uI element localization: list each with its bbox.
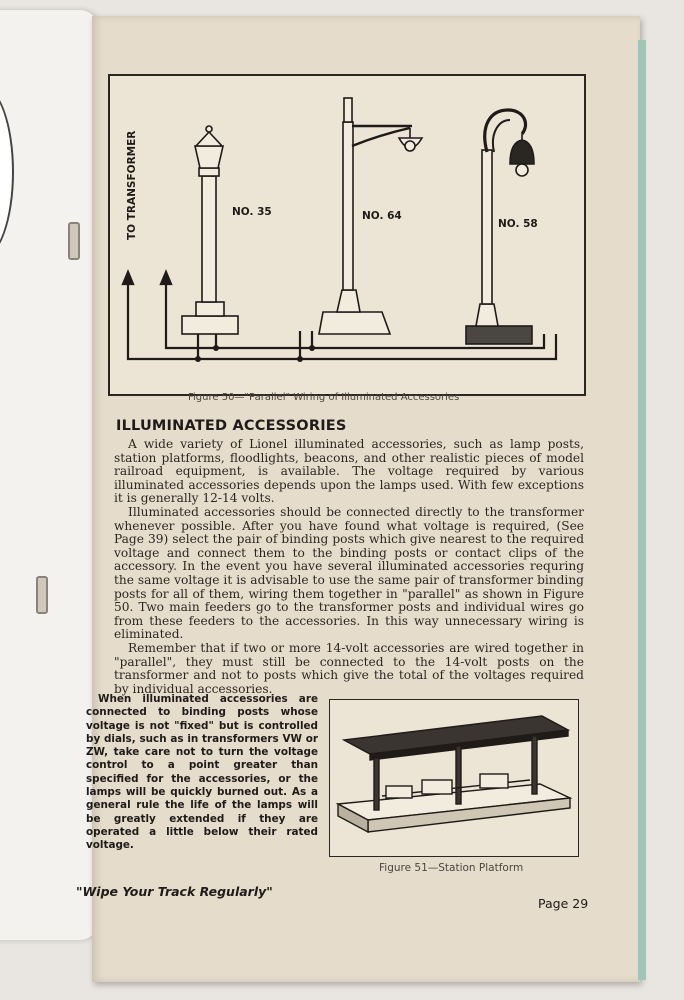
staple-bottom xyxy=(36,576,48,614)
previous-page-illustration xyxy=(0,85,14,259)
figure-50-wiring-diagram xyxy=(108,74,586,396)
footer-slogan: "Wipe Your Track Regularly" xyxy=(76,884,273,899)
body-paragraph: Illuminated accessories should be connected directly to the transformer whenever possible. After you have found what voltage is required, (See Page 39) select the pair of binding posts which give nearest to the required voltage and connect them to the binding posts or contact clips of the accessory. In the event you have several illuminated accessories requring the same voltage it is advisable to use the same pair of transformer binding posts for all of them, wiring them together in "parallel" as shown in Figure 50. Two main feeders go to the transformer posts and individual wires go from these feeders to the accessories. In this way unnecessary wiring is eliminated. xyxy=(114,504,584,642)
lamp-no35-drawing xyxy=(182,126,238,334)
to-transformer-label: TO TRANSFORMER xyxy=(126,130,138,240)
previous-page-edge xyxy=(0,10,98,940)
wiring-illustration xyxy=(110,76,584,394)
page-number: Page 29 xyxy=(538,896,589,911)
voltage-warning-note: When illuminated accessories are connected to binding posts whose voltage is not "fixed" but is controlled by dials, such as in transformers VW or ZW, take care not to turn the voltage control to a point greater than specified for the accessories, or the lamps will be quickly burned out. As a general rule the life of the lamps will be greatly extended if they are operated a little below their rated voltage. xyxy=(86,693,318,852)
section-body xyxy=(114,438,584,696)
body-paragraph: A wide variety of Lionel illuminated accessories, such as lamp posts, station platforms, floodlights, beacons, and other realistic pieces of model railroad equipment, is available. The voltage required by various illuminated accessories depends upon the lamps used. With few exceptions it is generally 12-14 volts. xyxy=(114,437,584,506)
station-platform-illustration xyxy=(330,700,578,856)
lamp-no35-label: NO. 35 xyxy=(232,206,272,218)
body-paragraph: Remember that if two or more 14-volt accessories are wired together in "parallel", they must still be connected to the 14-volt posts on the transformer and not to posts which give the total of the voltages required by individual accessories. xyxy=(114,640,584,696)
figure-50-caption: Figure 50—"Parallel" Wiring of Illuminated Accessories xyxy=(188,392,460,403)
lamp-no58-label: NO. 58 xyxy=(498,218,538,230)
section-heading: ILLUMINATED ACCESSORIES xyxy=(116,418,347,434)
figure-51-caption: Figure 51—Station Platform xyxy=(379,862,524,874)
figure-51-station-platform xyxy=(329,699,579,857)
cover-edge xyxy=(638,40,646,980)
staple-top xyxy=(68,222,80,260)
lamp-no64-label: NO. 64 xyxy=(362,210,402,222)
